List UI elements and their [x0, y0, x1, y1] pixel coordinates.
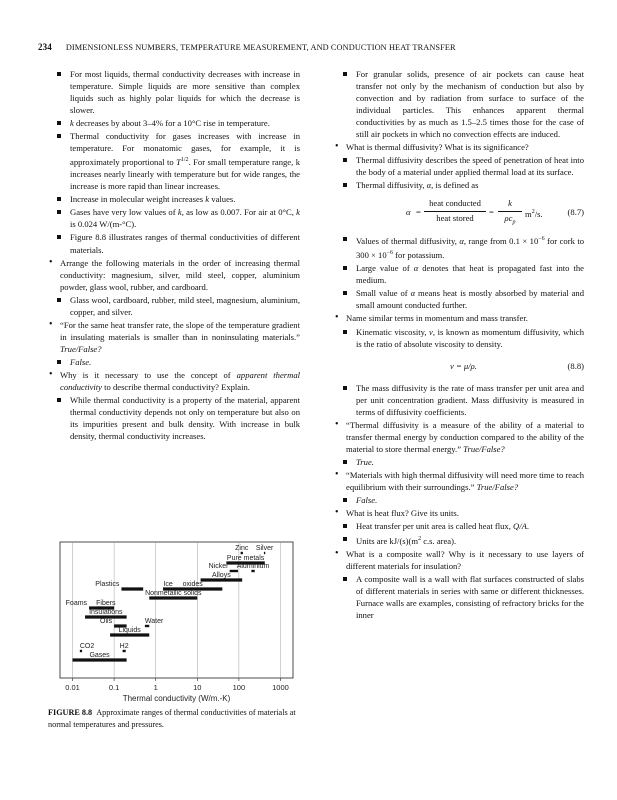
running-title: DIMENSIONLESS NUMBERS, TEMPERATURE MEASUREMENT, AND CONDUCTION HEAT TRANSFER — [65, 43, 456, 52]
figure-caption-text: Approximate ranges of thermal conductivities of materials at normal temperatures and pressures. — [48, 708, 296, 729]
answer: Kinematic viscosity, ν, is known as momentum diffusivity, which is the ratio of absolute viscosity to density. — [334, 326, 584, 350]
answer: True. — [334, 456, 584, 468]
square-bullet-icon — [57, 235, 61, 239]
answer: Glass wool, cardboard, rubber, mild steel, magnesium, aluminium, copper, and silver. — [48, 294, 300, 318]
range-label: Fibers — [96, 600, 116, 607]
running-header — [38, 42, 583, 56]
square-bullet-icon — [57, 210, 61, 214]
square-bullet-icon — [57, 398, 61, 402]
answer: A composite wall is a wall with flat surfaces constructed of slabs of different materials in series with same or different thicknesses. Furnace walls are examples, consisting of refractory bricks for the inner — [334, 573, 584, 621]
range-label: Ice — [163, 581, 173, 588]
range-label: Nonmetallic solids — [145, 590, 202, 597]
range-label: Plastics — [95, 581, 120, 588]
square-bullet-icon — [57, 72, 61, 76]
fraction-k: k $\rho c_p$ — [498, 197, 522, 228]
range-label: Foams — [65, 600, 88, 607]
list-item: For granular solids, presence of air pockets can cause heat transfer not only by the mechanism of conduction but also by convection and by radiation from surface to surface of the individual particles. This enhances apparent thermal conductivities by as much as 1.5–2.5 times those for the case of still air pockets in which no convection effects are induced. — [334, 68, 584, 140]
round-bullet-icon: • — [335, 507, 339, 519]
answer: Units are $kJ/(s)(m^2$ c.s. area). — [334, 533, 584, 547]
fraction-heat: heat conducted heat stored — [424, 197, 486, 223]
list-item: Thermal conductivity for gases increases with increase in temperature. For monatomic gases, for example, it is approximately proportional to $T^{1/2}$. For small temperature range, k increases nearly linearly with temperature but for wide ranges, the increase is more rapid than linear increases. — [48, 130, 300, 192]
range-label: Nickel — [208, 563, 228, 570]
answer: False. — [48, 356, 300, 368]
x-axis-label: Thermal conductivity (W/m.-K) — [122, 694, 231, 703]
answer: False. — [334, 494, 584, 506]
range-label: Water — [144, 618, 164, 625]
figure-caption — [48, 707, 306, 730]
list-item: Figure 8.8 illustrates ranges of thermal conductivities of different materials. — [48, 231, 300, 255]
tick-label: 10 — [193, 683, 202, 692]
round-bullet-icon: • — [49, 318, 53, 330]
answer: Values of thermal diffusivity, α, range from $0.1 \times 10^{-6}$ for cork to $300 \times 10^{-6}$ for potassium. — [334, 233, 584, 261]
range-label: Pure metals — [226, 555, 265, 562]
left-column — [48, 68, 300, 443]
square-bullet-icon — [57, 134, 61, 138]
range-label: CO2 — [79, 643, 95, 650]
answer: Small value of α means heat is mostly absorbed by material and small amount conducted further. — [334, 287, 584, 311]
round-bullet-icon: • — [335, 468, 339, 480]
round-bullet-icon: • — [335, 312, 339, 324]
question: • What is heat flux? Give its units. — [335, 507, 459, 519]
tick-label: 100 — [232, 683, 246, 692]
round-bullet-icon: • — [335, 548, 339, 560]
round-bullet-icon: • — [49, 368, 53, 380]
figure-label: FIGURE 8.8 — [48, 708, 93, 717]
equation-8-8: ν = μ/ρ. (8.8) — [450, 360, 584, 371]
range-label: Zinc — [235, 545, 249, 552]
square-bullet-icon — [343, 537, 347, 541]
square-bullet-icon — [343, 266, 347, 270]
range-label: Liquids — [118, 627, 141, 634]
square-bullet-icon — [343, 237, 347, 241]
question: • Arrange the following materials in the order of increasing thermal conductivity: magnesium, silver, mild steel, copper, aluminium powder, glass wool, rubber, and cardboard. — [49, 256, 300, 292]
range-label: Oils — [100, 618, 113, 625]
answer: While thermal conductivity is a property of the material, apparent thermal conductivity depends not only on temperature but also on its impurities present and bulk density. With increase in bulk density, thermal conductivity increases. — [48, 394, 300, 442]
range-label: Alloys — [212, 572, 231, 579]
question: • Why is it necessary to use the concept of apparent thermal conductivity to describe thermal conductivity? Explain. — [49, 368, 301, 393]
page-number: 234 — [38, 42, 52, 52]
tick-label: 1000 — [272, 683, 289, 692]
square-bullet-icon — [343, 498, 347, 502]
right-column — [334, 68, 584, 622]
equation-number: (8.7) — [567, 207, 584, 218]
question: • “For the same heat transfer rate, the slope of the temperature gradient in insulating materials is smaller than in noninsulating materials.” True/False? — [49, 318, 300, 354]
answer: The mass diffusivity is the rate of mass transfer per unit area and per unit concentration gradient. Mass diffusivity is measured in terms of diffusivity coefficients. — [334, 382, 584, 418]
tick-label: 0.1 — [108, 683, 120, 692]
square-bullet-icon — [343, 330, 347, 334]
square-bullet-icon — [343, 291, 347, 295]
tick-label: 1 — [153, 683, 158, 692]
answer: Thermal diffusivity describes the speed of penetration of heat into the body of a material under applied thermal load at its surface. — [334, 154, 584, 178]
range-label: Gases — [89, 652, 110, 659]
answer: Large value of α denotes that heat is propagated fast into the medium. — [334, 262, 584, 286]
square-bullet-icon — [57, 360, 61, 364]
square-bullet-icon — [57, 197, 61, 201]
square-bullet-icon — [343, 72, 347, 76]
square-bullet-icon — [343, 577, 347, 581]
equation-8-7: α = heat conducted heat stored = k $\rho c_p$ $m^2/s$. (8.7) — [334, 197, 584, 227]
square-bullet-icon — [57, 121, 61, 125]
range-label: H2 — [119, 643, 129, 650]
range-label: Silver — [255, 545, 274, 552]
square-bullet-icon — [343, 158, 347, 162]
answer: Thermal diffusivity, α, is defined as — [334, 179, 584, 191]
list-item: k decreases by about 3–4% for a 10°C rise in temperature. — [48, 117, 300, 129]
range-label: Aluminium — [236, 563, 270, 570]
answer: Heat transfer per unit area is called heat flux, Q/A. — [334, 520, 584, 532]
square-bullet-icon — [57, 298, 61, 302]
question: • “Materials with high thermal diffusivity will need more time to reach equilibrium with their surroundings.” True/False? — [335, 468, 585, 492]
square-bullet-icon — [343, 183, 347, 187]
list-item: Increase in molecular weight increases k values. — [48, 193, 300, 205]
range-label: oxides — [182, 581, 203, 588]
list-item: Gases have very low values of k, as low as 0.007. For air at 0°C, k is 0.024 W/(m-°C). — [48, 206, 300, 230]
list-item: For most liquids, thermal conductivity decreases with increase in temperature. Simple liquids are more sensitive than complex liquids such as highly polar liquids for which the decrease is slower. — [48, 68, 300, 116]
question: • What is thermal diffusivity? What is its significance? — [335, 141, 529, 153]
range-label: Insulations — [89, 609, 123, 616]
round-bullet-icon: • — [335, 141, 339, 153]
equation-number: (8.8) — [567, 360, 584, 371]
square-bullet-icon — [343, 386, 347, 390]
conductivity-range-chart — [48, 538, 318, 708]
tick-label: 0.01 — [65, 683, 80, 692]
round-bullet-icon: • — [49, 256, 53, 268]
question: • What is a composite wall? Why is it necessary to use layers of different materials for insulation? — [335, 548, 584, 572]
square-bullet-icon — [343, 524, 347, 528]
question: • Name similar terms in momentum and mass transfer. — [335, 312, 528, 324]
question: • “Thermal diffusivity is a measure of the ability of a material to transfer thermal energy by conduction compared to the ability of the material to store thermal energy.” True/False? — [335, 418, 584, 454]
chart-svg — [48, 538, 318, 708]
round-bullet-icon: • — [335, 418, 339, 430]
square-bullet-icon — [343, 460, 347, 464]
